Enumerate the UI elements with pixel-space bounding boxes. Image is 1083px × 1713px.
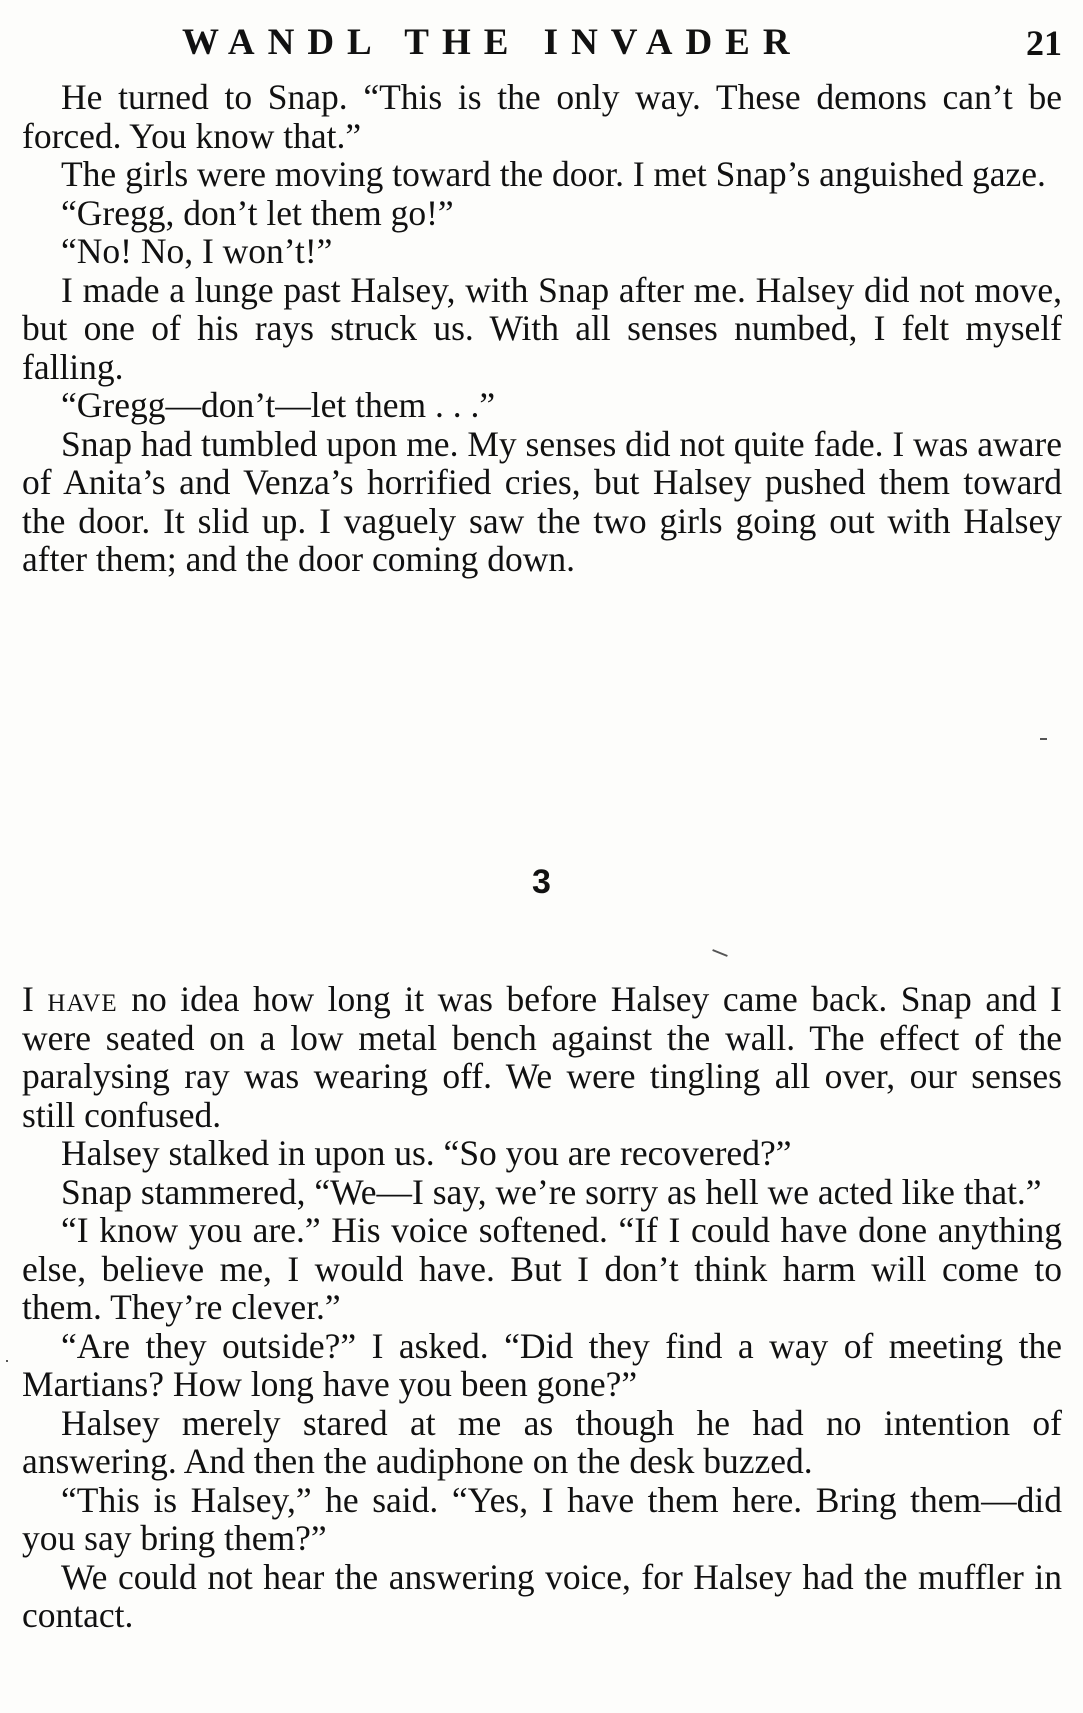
paragraph: “No! No, I won’t!” <box>61 231 333 271</box>
page-number: 21 <box>1026 23 1062 63</box>
paragraph: Halsey stalked in upon us. “So you are recovered?” <box>61 1133 792 1173</box>
running-title: WANDL THE INVADER <box>182 22 803 63</box>
paragraph: “This is Halsey,” he said. “Yes, I have them here. Bring them—did you say bring them?” <box>22 1479 1062 1558</box>
paragraph: “I know you are.” His voice softened. “If I could have done anything else, believe me, I would have. But I don’t think harm will come to them. They’re clever.” <box>22 1210 1062 1327</box>
scan-speck <box>6 1360 8 1362</box>
paragraph: We could not hear the answering voice, for Halsey had the muffler in contact. <box>22 1556 1062 1635</box>
paragraph: I made a lunge past Halsey, with Snap after me. Halsey did not move, but one of his rays struck us. With all senses numbed, I felt myself falling. <box>22 269 1062 387</box>
running-head <box>22 18 1062 68</box>
paragraph: “Are they outside?” I asked. “Did they find a way of meeting the Martians? How long have you been gone?” <box>22 1325 1062 1404</box>
scan-speck <box>712 949 728 957</box>
paragraph: “Gregg—don’t—let them . . .” <box>61 385 496 425</box>
chapter-opening-paragraph <box>22 980 1062 1134</box>
opening-rest: no idea how long it was before Halsey came back. Snap and I were seated on a low metal bench against the wall. The effect of the paralysing ray was wearing off. We were tingling all over, our senses still confused. <box>22 979 1062 1135</box>
chapter-number: 3 <box>532 863 551 901</box>
paragraph: The girls were moving toward the door. I met Snap’s anguished gaze. <box>61 154 1046 194</box>
section-one-text <box>22 78 1062 579</box>
section-two-text <box>22 980 1062 1635</box>
paragraph: Halsey merely stared at me as though he had no intention of answering. And then the audiphone on the desk buzzed. <box>22 1402 1062 1481</box>
paragraph: He turned to Snap. “This is the only way. These demons can’t be forced. You know that.” <box>22 77 1062 156</box>
paragraph: Snap stammered, “We—I say, we’re sorry as hell we acted like that.” <box>61 1171 1042 1212</box>
opening-small-caps: have <box>47 979 118 1019</box>
opening-word: I <box>22 979 34 1019</box>
paragraph: Snap had tumbled upon me. My senses did not quite fade. I was aware of Anita’s and Venza’s horrified cries, but Halsey pushed them toward the door. It slid up. I vaguely saw the two girls going out with Halsey after them; and the door coming down. <box>22 423 1062 579</box>
scan-speck <box>1040 738 1047 740</box>
paragraph: “Gregg, don’t let them go!” <box>61 192 454 233</box>
